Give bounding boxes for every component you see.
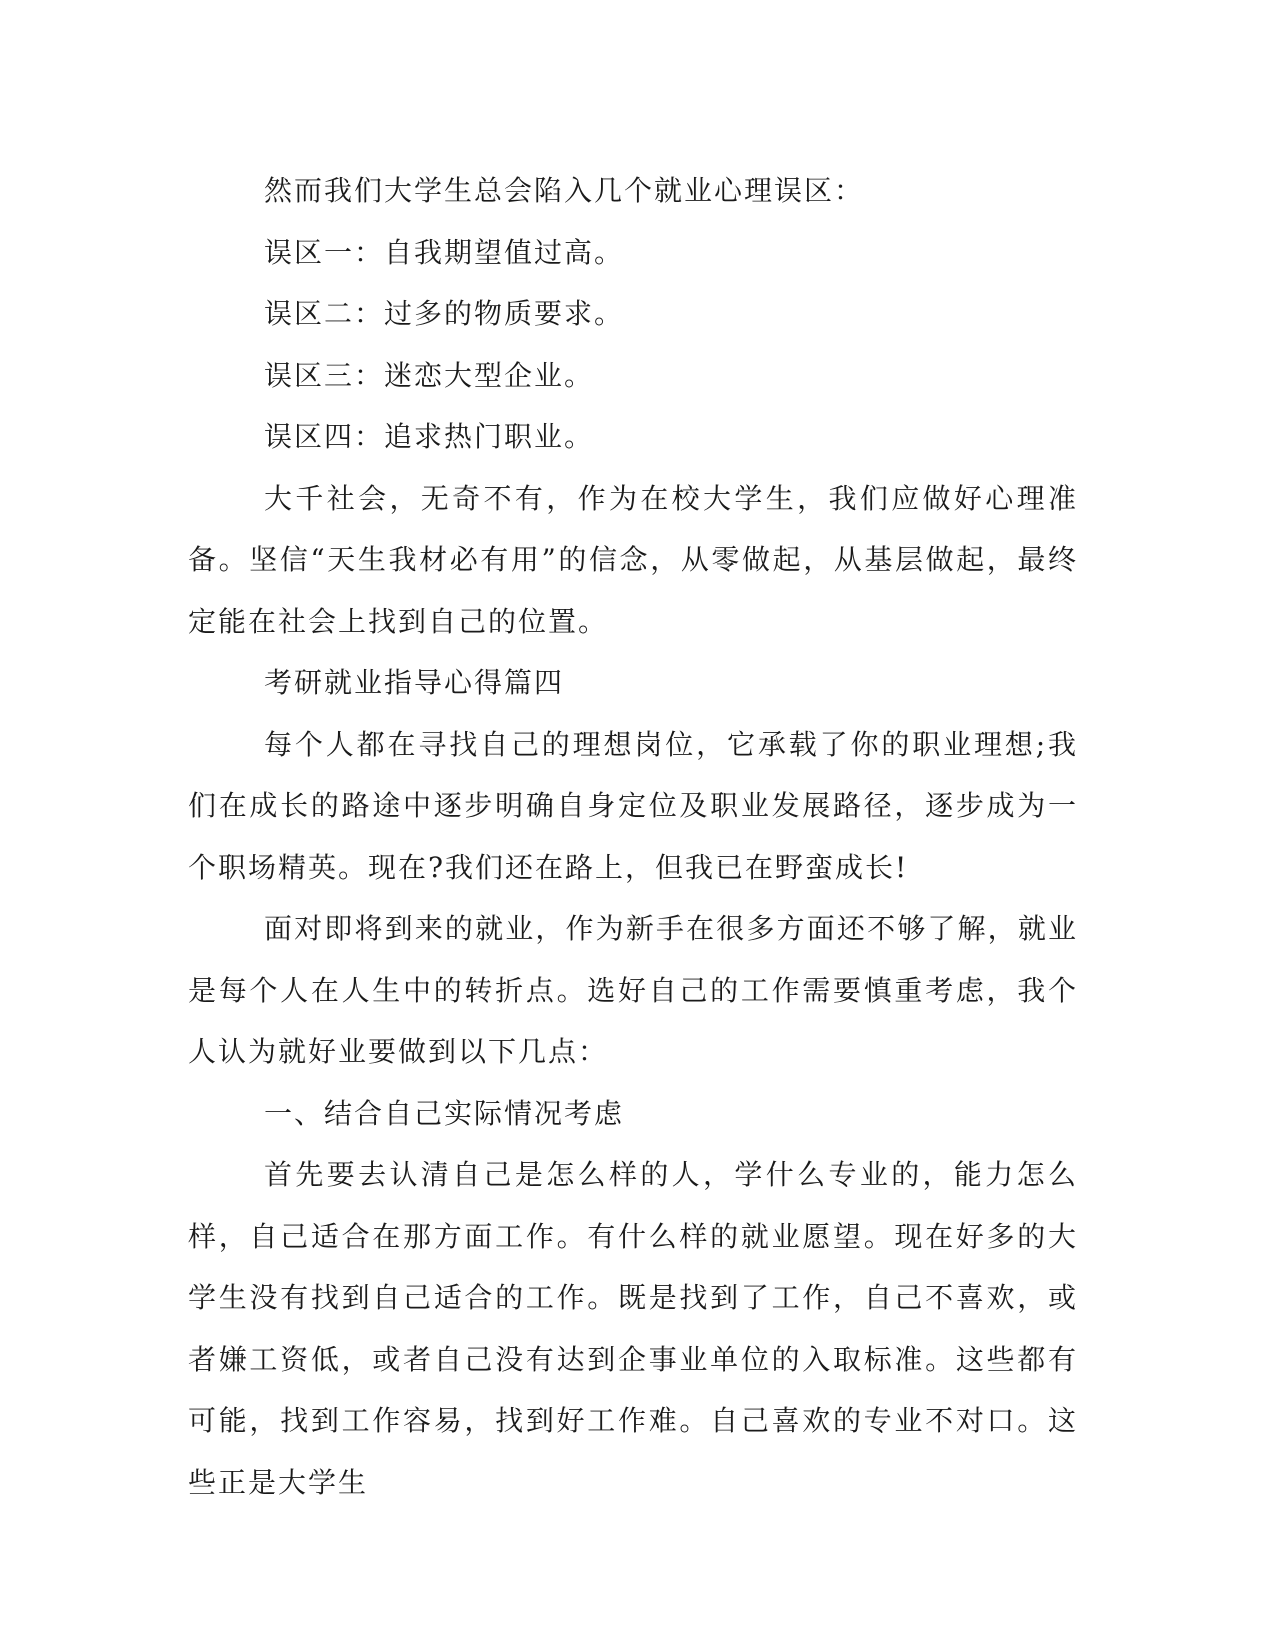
paragraph-misconception-2: 误区二：过多的物质要求。 <box>264 297 625 330</box>
paragraph-self-assessment: 首先要去认清自己是怎么样的人，学什么专业的，能力怎么样，自己适合在那方面工作。有什么样的就业愿望。现在好多的大学生没有找到自己适合的工作。既是找到了工作，自己不喜欢，或者嫌工资低，或者自己没有达到企事业单位的入取标准。这些都有可能，找到工作容易，找到好工作难。自己喜欢的专业不对口。这些正是大学生 <box>188 1158 1078 1499</box>
paragraph-misconception-3: 误区三：迷恋大型企业。 <box>264 358 595 392</box>
paragraph-intro: 然而我们大学生总会陷入几个就业心理误区： <box>264 174 865 207</box>
document-body <box>188 160 1078 1513</box>
paragraph-misconception-4: 误区四：追求热门职业。 <box>264 420 595 453</box>
paragraph-employment: 面对即将到来的就业，作为新手在很多方面还不够了解，就业是每个人在人生中的转折点。选好自己的工作需要慎重考虑，我个人认为就好业要做到以下几点： <box>188 912 1078 1068</box>
subheading-point-1: 一、结合自己实际情况考虑 <box>264 1096 625 1130</box>
paragraph-preparation: 大千社会，无奇不有，作为在校大学生，我们应做好心理准备。坚信“天生我材必有用”的信念，从零做起，从基层做起，最终定能在社会上找到自己的位置。 <box>188 481 1078 638</box>
section-heading: 考研就业指导心得篇四 <box>264 666 565 699</box>
paragraph-ideal-job: 每个人都在寻找自己的理想岗位，它承载了你的职业理想;我们在成长的路途中逐步明确自身定位及职业发展路径，逐步成为一个职场精英。现在?我们还在路上，但我已在野蛮成长! <box>188 727 1078 884</box>
paragraph-misconception-1: 误区一：自我期望值过高。 <box>264 235 625 269</box>
